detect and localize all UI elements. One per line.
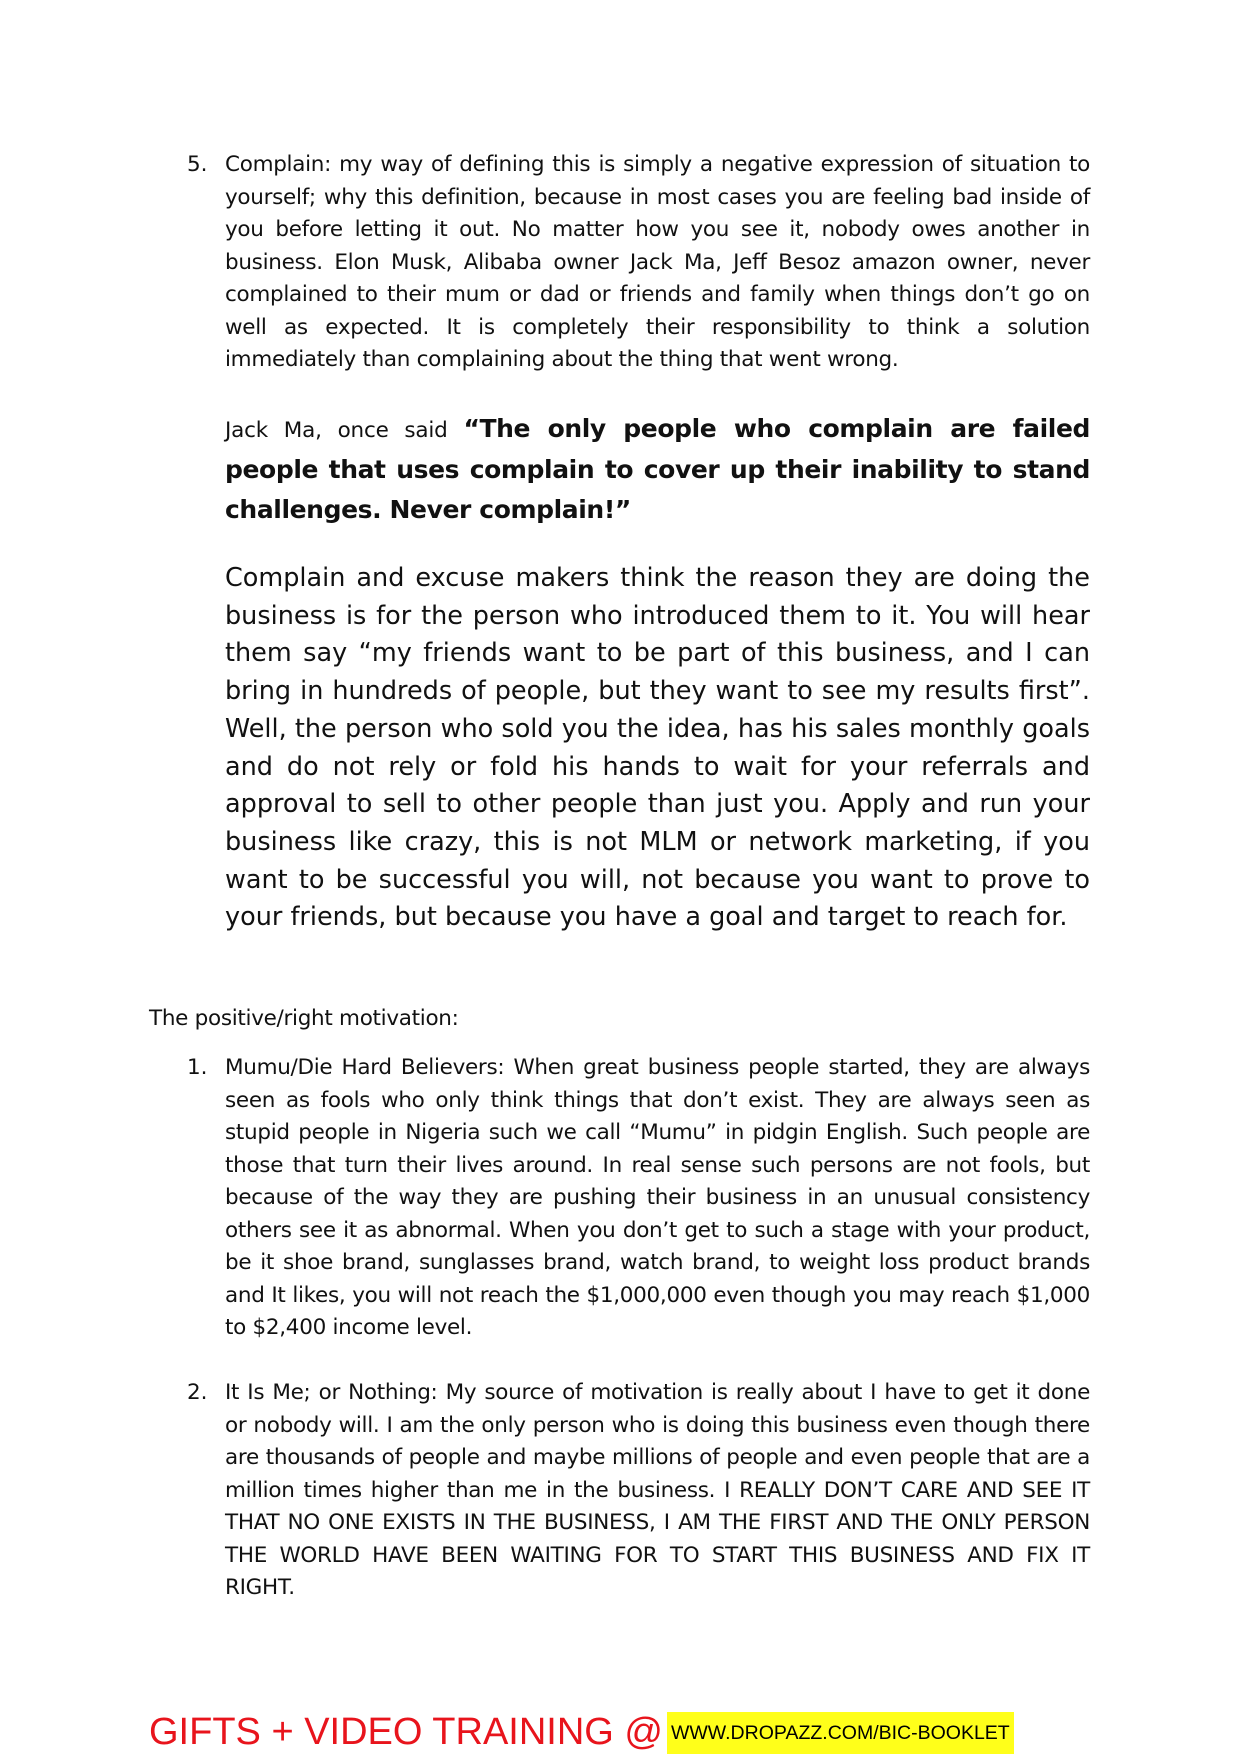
list-item-text: It Is Me; or Nothing: My source of motivation is really about I have to get it done or nobody will. I am the only person who is doing this business even though there are thousands of people and maybe millions of people and even people that are a million times higher than me in the business. I REALLY DON’T CARE AND SEE IT THAT NO ONE EXISTS IN THE BUSINESS, I AM THE FIRST AND THE ONLY PERSON THE WORLD HAVE BEEN WAITING FOR TO START THIS BUSINESS AND FIX IT RIGHT.	[225, 1380, 1090, 1600]
complain-followup-paragraph: Complain and excuse makers think the reason they are doing the business is for the person who introduced them to it. You will hear them say “my friends want to be part of this business, and I can bring in hundreds of people, but they want to see my results first”. Well, the person who sold you the idea, has his sales monthly goals and do not rely or fold his hands to wait for your referrals and approval to sell to other people than just you. Apply and run your business like crazy, this is not MLM or network marketing, if you want to be successful you will, not because you want to prove to your friends, but because you have a goal and target to reach for.	[225, 563, 1090, 933]
quote-block	[225, 410, 1090, 532]
quote-attribution: Jack Ma, once said	[225, 418, 464, 443]
list-item-text: Complain: my way of defining this is simply a negative expression of situation to yourself; why this definition, because in most cases you are feeling bad inside of you before letting it out. No matter how you see it, nobody owes another in business. Elon Musk, Alibaba owner Jack Ma, Jeff Besoz amazon owner, never complained to their mum or dad or friends and family when things don’t go on well as expected. It is completely their responsibility to think a solution immediately than complaining about the thing that went wrong.	[225, 152, 1090, 372]
quote-text: “The only people who complain are failed people that uses complain to cover up their inability to stand challenges. Never complain!”	[225, 414, 1091, 524]
promo-link[interactable]: WWW.DROPAZZ.COM/BIC-BOOKLET	[667, 1712, 1014, 1754]
list-number: 2.	[187, 1380, 208, 1405]
section-heading: The positive/right motivation:	[149, 1006, 459, 1031]
list-item-text: Mumu/Die Hard Believers: When great business people started, they are always seen as fools who only think things that don’t exist. They are always seen as stupid people in Nigeria such we call “Mumu” in pidgin English. Such people are those that turn their lives around. In real sense such persons are not fools, but because of the way they are pushing their business in an unusual consistency others see it as abnormal. When you don’t get to such a stage with your product, be it shoe brand, sunglasses brand, watch brand, to weight loss product brands and It likes, you will not reach the $1,000,000 even though you may reach $1,000 to $2,400 income level.	[225, 1055, 1090, 1340]
promo-label: GIFTS + VIDEO TRAINING @	[149, 1711, 664, 1753]
list-number: 1.	[187, 1055, 208, 1080]
promo-footer	[149, 1710, 1241, 1754]
list-number: 5.	[187, 152, 208, 177]
